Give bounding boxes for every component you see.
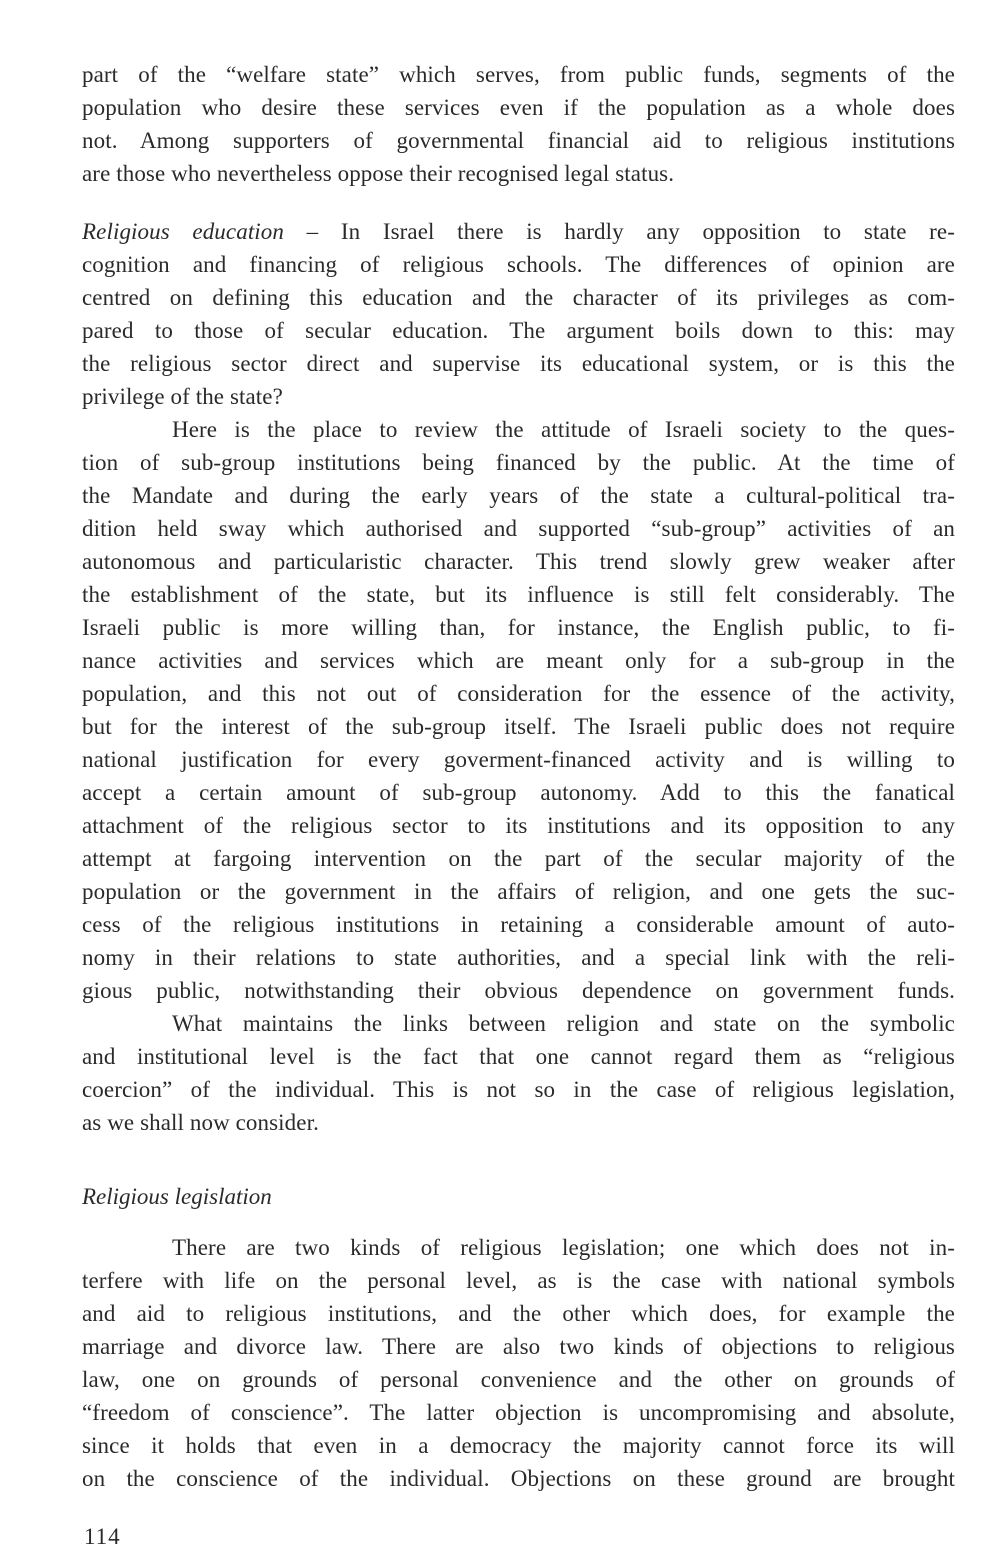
- text-line: privilege of the state?: [82, 384, 283, 409]
- text-line: law, one on grounds of personal convenience and the other on grounds of: [82, 1367, 955, 1392]
- text-line: pared to those of secular education. The argument boils down to this: may: [82, 318, 955, 343]
- text-line: as we shall now consider.: [82, 1110, 319, 1135]
- text-line: centred on defining this education and the character of its privileges as com-: [82, 285, 955, 310]
- text-line: population or the government in the affairs of religion, and one gets the suc-: [82, 879, 955, 904]
- text-line: cognition and financing of religious schools. The differences of opinion are: [82, 252, 955, 277]
- text-line: and institutional level is the fact that one cannot regard them as “religious: [82, 1044, 955, 1069]
- text-line: are those who nevertheless oppose their recognised legal status.: [82, 161, 675, 186]
- text-span: – In Israel there is hardly any opposition to state re-: [284, 219, 955, 244]
- text-line: accept a certain amount of sub-group autonomy. Add to this the fanatical: [82, 780, 955, 805]
- text-line: coercion” of the individual. This is not so in the case of religious legislation,: [82, 1077, 955, 1102]
- text-line: not. Among supporters of governmental financial aid to religious institutions: [82, 128, 955, 153]
- text-line: the Mandate and during the early years of the state a cultural-political tra-: [82, 483, 955, 508]
- text-line: terfere with life on the personal level, as is the case with national symbols: [82, 1268, 955, 1293]
- text-line: attachment of the religious sector to its institutions and its opposition to any: [82, 813, 955, 838]
- text-line: nomy in their relations to state authorities, and a special link with the reli-: [82, 945, 955, 970]
- text-line: population who desire these services even if the population as a whole does: [82, 95, 955, 120]
- section-heading-inline: Religious education: [82, 219, 284, 244]
- page-number: 114: [84, 1524, 121, 1549]
- text-line: on the conscience of the individual. Objections on these ground are brought: [82, 1466, 955, 1491]
- text-line: Israeli public is more willing than, for instance, the English public, to fi-: [82, 615, 955, 640]
- text-line: dition held sway which authorised and supported “sub-group” activities of an: [82, 516, 955, 541]
- text-line: population, and this not out of consideration for the essence of the activity,: [82, 681, 955, 706]
- text-line: What maintains the links between religion and state on the symbolic: [172, 1011, 955, 1036]
- text-line: marriage and divorce law. There are also two kinds of objections to religious: [82, 1334, 955, 1359]
- text-line: autonomous and particularistic character. This trend slowly grew weaker after: [82, 549, 955, 574]
- section-heading: Religious legislation: [82, 1184, 272, 1209]
- text-line: There are two kinds of religious legislation; one which does not in-: [172, 1235, 955, 1260]
- text-line: but for the interest of the sub-group itself. The Israeli public does not require: [82, 714, 955, 739]
- text-line: cess of the religious institutions in retaining a considerable amount of auto-: [82, 912, 955, 937]
- text-line: since it holds that even in a democracy the majority cannot force its will: [82, 1433, 955, 1458]
- text-line: attempt at fargoing intervention on the part of the secular majority of the: [82, 846, 955, 871]
- text-line: “freedom of conscience”. The latter objection is uncompromising and absolute,: [82, 1400, 955, 1425]
- text-line: tion of sub-group institutions being financed by the public. At the time of: [82, 450, 955, 475]
- text-line: nance activities and services which are meant only for a sub-group in the: [82, 648, 955, 673]
- text-line: part of the “welfare state” which serves, from public funds, segments of the: [82, 62, 955, 87]
- text-line: [82, 215, 955, 248]
- text-line: Here is the place to review the attitude of Israeli society to the ques-: [172, 417, 955, 442]
- text-line: the establishment of the state, but its influence is still felt considerably. The: [82, 582, 955, 607]
- text-line: the religious sector direct and supervise its educational system, or is this the: [82, 351, 955, 376]
- text-line: national justification for every goverment-financed activity and is willing to: [82, 747, 955, 772]
- text-line: gious public, notwithstanding their obvious dependence on government funds.: [82, 978, 955, 1003]
- text-line: and aid to religious institutions, and the other which does, for example the: [82, 1301, 955, 1326]
